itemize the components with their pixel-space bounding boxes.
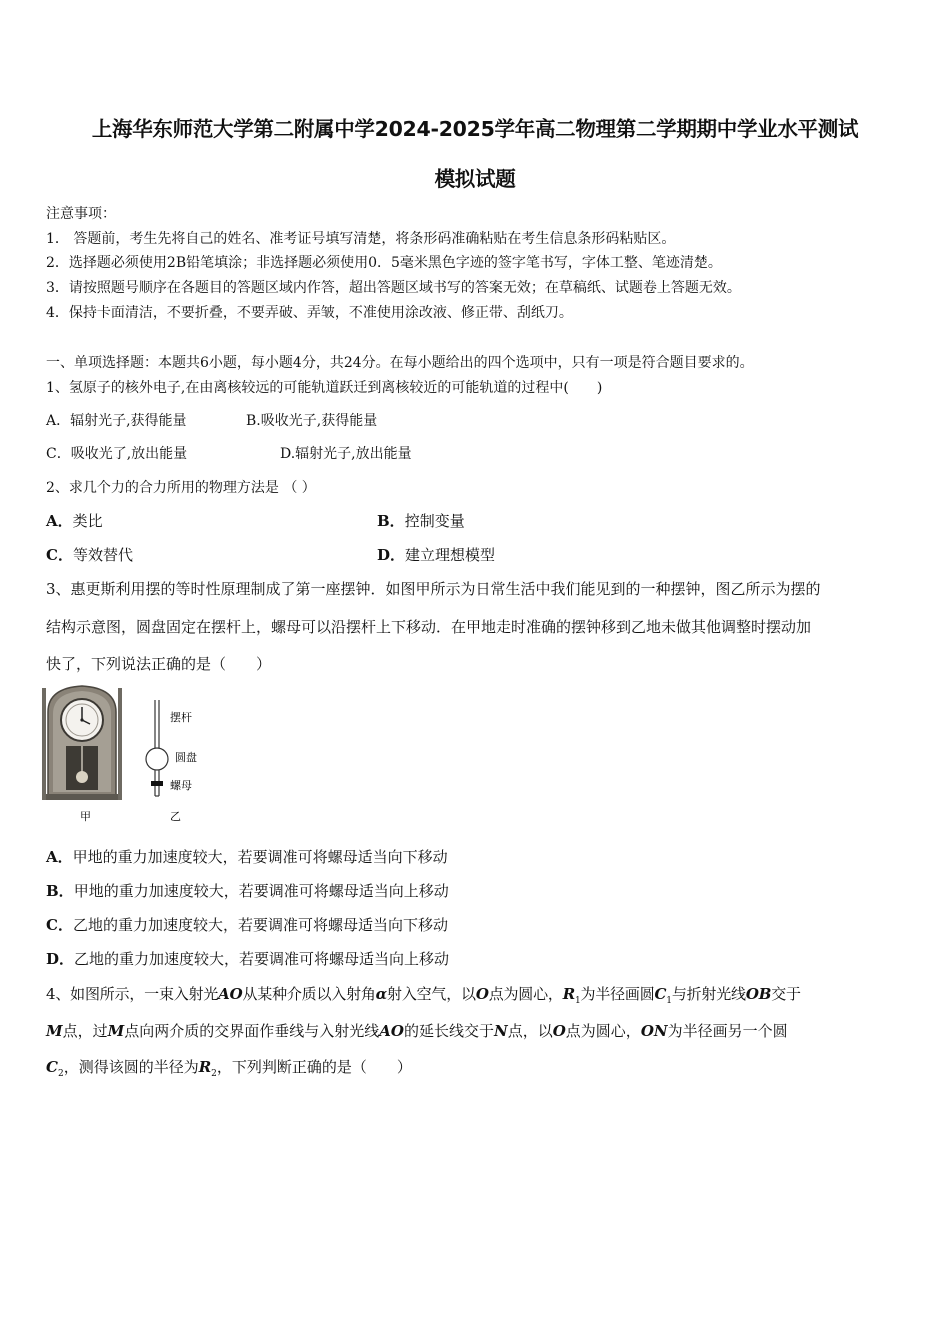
note-item-4: 4．保持卡面清洁，不要折叠，不要弄破、弄皱，不准使用涂改液、修正带、刮纸刀。: [46, 305, 573, 321]
q1-option-c: C．吸收光了,放出能量: [46, 446, 188, 462]
page-title: 上海华东师范大学第二附属中学2024-2025学年高二物理第二学期期中学业水平测试: [91, 117, 859, 141]
notes-heading: 注意事项：: [46, 206, 116, 222]
q2-option-d: D．建立理想模型: [377, 546, 496, 564]
label-disk: 圆盘: [175, 751, 197, 764]
q1-stem: 1、氢原子的核外电子,在由离核较远的可能轨道跃迁到离核较近的可能轨道的过程中( ): [46, 380, 603, 396]
pendulum-schematic: [146, 700, 168, 796]
q3-option-a: A．甲地的重力加速度较大，若要调准可将螺母适当向下移动: [46, 848, 448, 866]
q2-option-c: C．等效替代: [46, 546, 133, 564]
q4-stem-line1: 4、如图所示，一束入射光AO从某种介质以入射角α射入空气，以O点为圆心，$R_1$为半径画圆$C_1$与折射光线OB交于: [46, 985, 801, 1006]
q4-stem-line3: $C_2$，测得该圆的半径为$R_2$，下列判断正确的是（ ）: [46, 1058, 412, 1079]
label-rod: 摆杆: [170, 711, 192, 724]
caption-a: 甲: [80, 810, 91, 823]
q1-option-d: D.辐射光子,放出能量: [280, 446, 412, 462]
q3-option-c: C．乙地的重力加速度较大，若要调准可将螺母适当向下移动: [46, 916, 448, 934]
q3-option-d: D．乙地的重力加速度较大，若要调准可将螺母适当向上移动: [46, 950, 450, 968]
q1-option-b: B.吸收光子,获得能量: [246, 413, 378, 429]
q3-option-b: B．甲地的重力加速度较大，若要调准可将螺母适当向上移动: [46, 882, 449, 900]
q1-option-a: A．辐射光子,获得能量: [46, 413, 187, 429]
q2-option-a: A．类比: [46, 512, 103, 530]
caption-b: 乙: [170, 810, 181, 823]
page-title-line2: 模拟试题: [434, 167, 516, 191]
q3-stem-line1: 3、惠更斯利用摆的等时性原理制成了第一座摆钟．如图甲所示为日常生活中我们能见到的一种摆钟，图乙所示为摆的: [46, 580, 821, 598]
note-item-1: 1． 答题前，考生先将自己的姓名、准考证号填写清楚，将条形码准确粘贴在考生信息条形码粘贴区。: [46, 231, 676, 247]
section-heading: 一、单项选择题：本题共6小题，每小题4分，共24分。在每小题给出的四个选项中，只有一项是符合题目要求的。: [46, 355, 754, 371]
q3-figure: [40, 680, 220, 830]
q3-stem-line3: 快了，下列说法正确的是（ ）: [46, 655, 272, 673]
q2-option-b: B．控制变量: [377, 512, 465, 530]
q4-stem-line2: M点，过M点向两介质的交界面作垂线与入射光线AO的延长线交于N点，以O点为圆心，ON为半径画另一个圆: [46, 1022, 788, 1040]
note-item-2: 2．选择题必须使用2B铅笔填涂；非选择题必须使用0．5毫米黑色字迹的签字笔书写，字体工整、笔迹清楚。: [46, 255, 722, 271]
label-nut: 螺母: [170, 779, 192, 792]
pendulum-clock-image: [42, 686, 122, 800]
q3-stem-line2: 结构示意图，圆盘固定在摆杆上，螺母可以沿摆杆上下移动．在甲地走时准确的摆钟移到乙地未做其他调整时摆动加: [46, 618, 812, 636]
note-item-3: 3．请按照题号顺序在各题目的答题区域内作答，超出答题区域书写的答案无效；在草稿纸、试题卷上答题无效。: [46, 280, 741, 296]
q2-stem: 2、求几个力的合力所用的物理方法是 （ ）: [46, 480, 316, 496]
